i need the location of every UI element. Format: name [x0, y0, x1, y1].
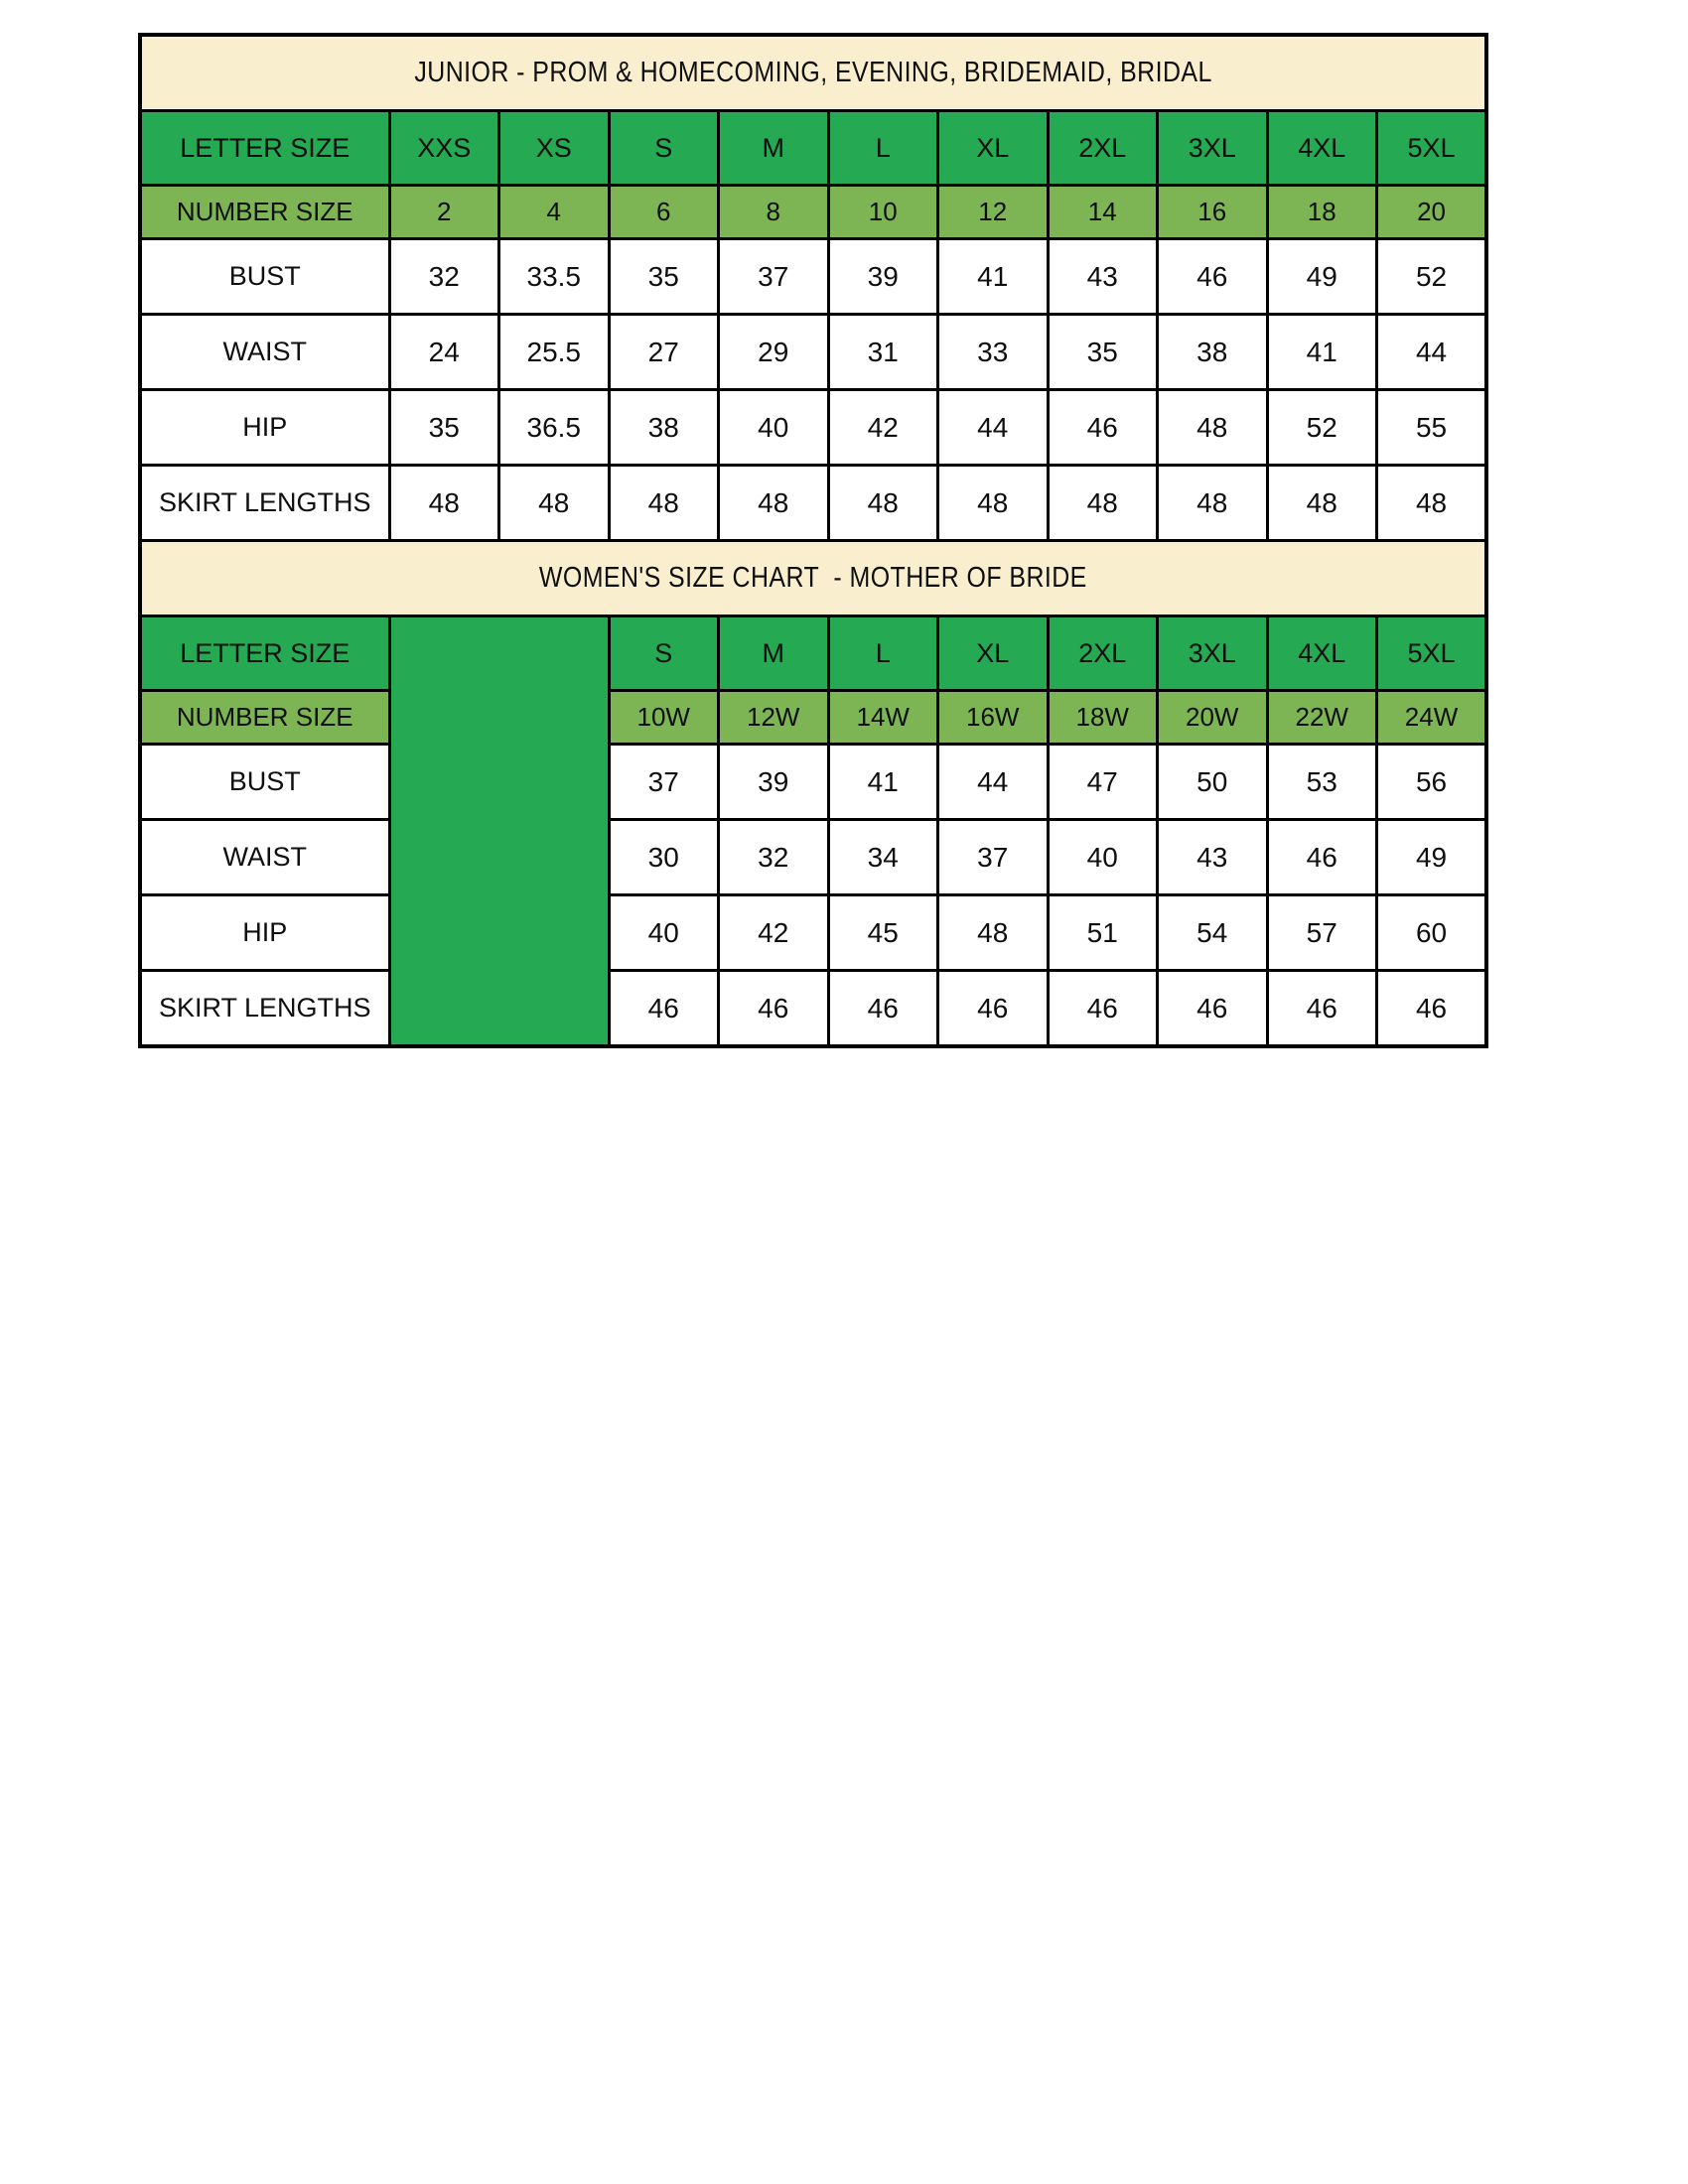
measurement-value-cell-text: 42: [867, 411, 899, 443]
measurement-value-cell-text: 33.5: [526, 260, 581, 292]
measurement-value-cell-text: 41: [867, 765, 899, 797]
measurement-value-cell-text: 33: [977, 336, 1009, 367]
measurement-value-cell: [1377, 745, 1487, 820]
measurement-value-cell: [938, 820, 1049, 895]
measurement-value-cell-text: 46: [1306, 841, 1337, 873]
number-size-cell-text: 22W: [1295, 702, 1348, 732]
measurement-value-cell-text: 47: [1086, 765, 1118, 797]
measurement-row-label-text: SKIRT LENGTHS: [158, 993, 371, 1023]
number-size-label-text: NUMBER SIZE: [176, 702, 353, 732]
measurement-value-cell: [719, 745, 829, 820]
section-0-title-text: JUNIOR - PROM & HOMECOMING, EVENING, BRIDEMAID, BRIDAL: [414, 57, 1212, 88]
number-size-cell: [719, 186, 829, 239]
measurement-row: [140, 315, 1486, 390]
merged-empty-cell: [389, 616, 609, 1047]
number-size-cell-text: 20: [1417, 197, 1446, 226]
number-size-cell: [1267, 691, 1377, 745]
letter-size-cell: [1377, 616, 1487, 691]
measurement-value-cell-text: 57: [1306, 916, 1337, 948]
number-size-cell: [1377, 186, 1487, 239]
measurement-value-cell-text: 24: [428, 336, 460, 367]
number-size-cell: [1158, 186, 1268, 239]
measurement-row-label: [140, 895, 389, 971]
measurement-value-cell: [609, 745, 719, 820]
measurement-value-cell-text: 45: [867, 916, 899, 948]
measurement-row: [140, 895, 1486, 971]
letter-size-cell-text: L: [875, 132, 891, 163]
measurement-row-label: [140, 315, 389, 390]
letter-size-cell: [389, 111, 499, 186]
measurement-value-cell-text: 46: [758, 992, 789, 1024]
size-chart-table: [138, 33, 1488, 1048]
letter-size-cell: [828, 111, 938, 186]
letter-size-cell: [1267, 616, 1377, 691]
measurement-value-cell: [1267, 390, 1377, 466]
letter-size-cell-text: XL: [976, 132, 1010, 163]
measurement-value-cell: [1267, 895, 1377, 971]
number-size-cell-text: 10W: [636, 702, 690, 732]
measurement-value-cell: [609, 895, 719, 971]
letter-size-cell-text: 3XL: [1188, 637, 1236, 668]
measurement-value-cell: [389, 239, 499, 315]
measurement-value-cell-text: 27: [647, 336, 679, 367]
measurement-value-cell-text: 48: [977, 916, 1009, 948]
measurement-value-cell-text: 39: [758, 765, 789, 797]
measurement-value-cell-text: 41: [1306, 336, 1337, 367]
measurement-row-label-text: WAIST: [222, 337, 307, 366]
measurement-value-cell-text: 53: [1306, 765, 1337, 797]
measurement-value-cell: [938, 971, 1049, 1047]
measurement-value-cell-text: 54: [1196, 916, 1228, 948]
measurement-value-cell: [1377, 971, 1487, 1047]
measurement-value-cell: [1158, 745, 1268, 820]
measurement-row-label-text: SKIRT LENGTHS: [158, 487, 371, 517]
letter-size-cell-text: 5XL: [1407, 132, 1456, 163]
number-size-cell-text: 8: [766, 197, 780, 226]
measurement-value-cell: [938, 466, 1049, 541]
number-size-cell: [938, 186, 1049, 239]
letter-size-cell: [719, 111, 829, 186]
number-size-cell-text: 6: [656, 197, 671, 226]
number-size-cell: [1048, 691, 1158, 745]
measurement-value-cell-text: 30: [647, 841, 679, 873]
measurement-value-cell: [828, 239, 938, 315]
letter-size-cell: [1048, 111, 1158, 186]
measurement-row: [140, 820, 1486, 895]
measurement-value-cell-text: 49: [1306, 260, 1337, 292]
measurement-value-cell-text: 48: [1196, 486, 1228, 518]
measurement-value-cell: [609, 390, 719, 466]
letter-size-cell-text: 2XL: [1078, 637, 1127, 668]
measurement-value-cell-text: 48: [758, 486, 789, 518]
letter-size-cell-text: 4XL: [1298, 132, 1346, 163]
measurement-value-cell: [499, 390, 610, 466]
measurement-row-label-text: BUST: [228, 261, 301, 291]
measurement-value-cell-text: 46: [1196, 992, 1228, 1024]
measurement-value-cell-text: 52: [1306, 411, 1337, 443]
number-size-cell: [389, 186, 499, 239]
section-1-title-row: [140, 541, 1486, 616]
measurement-value-cell: [719, 820, 829, 895]
measurement-value-cell-text: 39: [867, 260, 899, 292]
letter-size-label-text: LETTER SIZE: [180, 637, 351, 668]
measurement-row-label-text: WAIST: [222, 842, 307, 872]
measurement-value-cell: [1267, 239, 1377, 315]
measurement-value-cell-text: 40: [647, 916, 679, 948]
measurement-value-cell-text: 49: [1415, 841, 1448, 873]
number-size-cell: [1267, 186, 1377, 239]
number-size-cell-text: 24W: [1404, 702, 1459, 732]
letter-size-label: [140, 616, 389, 691]
number-size-cell-text: 12W: [747, 702, 800, 732]
letter-size-cell-text: S: [654, 132, 673, 163]
measurement-value-cell-text: 50: [1196, 765, 1228, 797]
measurement-value-cell: [1158, 466, 1268, 541]
number-size-label: [140, 186, 389, 239]
measurement-value-cell-text: 44: [1415, 336, 1448, 367]
measurement-value-cell: [1267, 971, 1377, 1047]
measurement-value-cell: [1267, 315, 1377, 390]
section-0-title-row: [140, 35, 1486, 111]
measurement-value-cell-text: 48: [1086, 486, 1118, 518]
measurement-value-cell-text: 55: [1415, 411, 1448, 443]
measurement-value-cell-text: 37: [647, 765, 679, 797]
measurement-value-cell: [1267, 820, 1377, 895]
measurement-value-cell: [938, 390, 1049, 466]
measurement-value-cell-text: 34: [867, 841, 899, 873]
letter-size-label: [140, 111, 389, 186]
measurement-value-cell: [1267, 466, 1377, 541]
measurement-value-cell: [1377, 895, 1487, 971]
measurement-value-cell: [828, 315, 938, 390]
letter-size-cell: [1158, 111, 1268, 186]
measurement-value-cell: [499, 315, 610, 390]
measurement-value-cell: [1377, 390, 1487, 466]
number-size-label-text: NUMBER SIZE: [176, 197, 353, 226]
measurement-value-cell: [719, 315, 829, 390]
measurement-row-label: [140, 745, 389, 820]
measurement-value-cell-text: 48: [428, 486, 460, 518]
measurement-value-cell: [1377, 466, 1487, 541]
number-size-cell-text: 20W: [1186, 702, 1239, 732]
number-size-cell: [828, 691, 938, 745]
measurement-value-cell-text: 46: [977, 992, 1009, 1024]
measurement-value-cell: [938, 895, 1049, 971]
section-1-title-text: WOMEN'S SIZE CHART - MOTHER OF BRIDE: [539, 562, 1087, 594]
measurement-value-cell-text: 48: [647, 486, 679, 518]
measurement-value-cell: [828, 895, 938, 971]
letter-size-cell-text: S: [654, 637, 673, 668]
letter-size-cell-text: 3XL: [1188, 132, 1236, 163]
measurement-value-cell-text: 40: [1086, 841, 1118, 873]
letter-size-cell-text: M: [762, 132, 784, 163]
measurement-value-cell-text: 46: [867, 992, 899, 1024]
measurement-value-cell-text: 37: [977, 841, 1009, 873]
measurement-value-cell-text: 38: [647, 411, 679, 443]
number-size-cell: [499, 186, 610, 239]
measurement-value-cell: [609, 820, 719, 895]
measurement-value-cell: [1048, 820, 1158, 895]
measurement-row-label: [140, 971, 389, 1047]
letter-size-cell: [938, 111, 1049, 186]
measurement-value-cell: [1158, 390, 1268, 466]
measurement-value-cell-text: 29: [758, 336, 789, 367]
letter-size-cell: [499, 111, 610, 186]
measurement-row: [140, 971, 1486, 1047]
number-size-cell-text: 18: [1307, 197, 1336, 226]
number-size-cell-text: 12: [978, 197, 1008, 226]
measurement-value-cell: [1158, 971, 1268, 1047]
letter-size-cell: [1158, 616, 1268, 691]
measurement-value-cell: [828, 390, 938, 466]
measurement-value-cell: [389, 315, 499, 390]
measurement-value-cell: [1048, 390, 1158, 466]
letter-size-cell-text: XL: [976, 637, 1010, 668]
measurement-value-cell: [719, 466, 829, 541]
measurement-value-cell: [609, 239, 719, 315]
letter-size-cell-text: 5XL: [1407, 637, 1456, 668]
measurement-value-cell: [719, 239, 829, 315]
measurement-value-cell: [389, 466, 499, 541]
measurement-value-cell: [1048, 239, 1158, 315]
measurement-value-cell-text: 43: [1196, 841, 1228, 873]
measurement-value-cell-text: 46: [1086, 411, 1118, 443]
measurement-row-label: [140, 390, 389, 466]
letter-size-cell: [609, 616, 719, 691]
measurement-value-cell-text: 51: [1086, 916, 1118, 948]
letter-size-cell-text: M: [762, 637, 784, 668]
letter-size-cell: [1048, 616, 1158, 691]
number-size-cell-text: 14: [1087, 197, 1117, 226]
letter-size-cell-text: 2XL: [1078, 132, 1127, 163]
measurement-value-cell-text: 48: [977, 486, 1009, 518]
measurement-value-cell-text: 32: [428, 260, 460, 292]
measurement-value-cell: [389, 390, 499, 466]
number-size-cell: [828, 186, 938, 239]
measurement-value-cell: [609, 971, 719, 1047]
number-size-cell-text: 4: [546, 197, 561, 226]
measurement-value-cell-text: 56: [1415, 765, 1448, 797]
measurement-value-cell-text: 48: [538, 486, 570, 518]
measurement-row-label: [140, 466, 389, 541]
number-size-cell-text: 18W: [1075, 702, 1129, 732]
measurement-row: [140, 239, 1486, 315]
measurement-value-cell: [719, 390, 829, 466]
measurement-value-cell-text: 41: [977, 260, 1009, 292]
measurement-value-cell-text: 42: [758, 916, 789, 948]
measurement-value-cell-text: 32: [758, 841, 789, 873]
measurement-row: [140, 466, 1486, 541]
measurement-value-cell-text: 46: [1306, 992, 1337, 1024]
measurement-value-cell: [1158, 239, 1268, 315]
measurement-value-cell: [1048, 895, 1158, 971]
number-size-cell-text: 16W: [966, 702, 1020, 732]
measurement-value-cell: [828, 466, 938, 541]
measurement-value-cell-text: 52: [1415, 260, 1448, 292]
measurement-value-cell-text: 43: [1086, 260, 1118, 292]
measurement-value-cell: [499, 239, 610, 315]
measurement-value-cell-text: 48: [1306, 486, 1337, 518]
measurement-value-cell: [1267, 745, 1377, 820]
measurement-value-cell: [1377, 315, 1487, 390]
measurement-value-cell: [828, 820, 938, 895]
measurement-row: [140, 745, 1486, 820]
number-size-cell-text: 14W: [856, 702, 910, 732]
measurement-value-cell-text: 37: [758, 260, 789, 292]
measurement-value-cell: [1377, 239, 1487, 315]
number-size-cell-text: 2: [437, 197, 452, 226]
section-0-letter-size-row: [140, 111, 1486, 186]
measurement-value-cell-text: 44: [977, 765, 1009, 797]
measurement-value-cell: [938, 315, 1049, 390]
measurement-value-cell-text: 48: [1415, 486, 1448, 518]
measurement-value-cell: [1048, 466, 1158, 541]
measurement-value-cell: [1158, 315, 1268, 390]
measurement-value-cell-text: 35: [647, 260, 679, 292]
number-size-cell: [719, 691, 829, 745]
measurement-value-cell-text: 48: [1196, 411, 1228, 443]
measurement-value-cell: [1158, 895, 1268, 971]
number-size-cell: [1158, 691, 1268, 745]
measurement-value-cell-text: 35: [1086, 336, 1118, 367]
measurement-value-cell-text: 46: [1086, 992, 1118, 1024]
number-size-label: [140, 691, 389, 745]
measurement-value-cell-text: 36.5: [526, 411, 581, 443]
measurement-value-cell: [499, 466, 610, 541]
measurement-value-cell: [1048, 745, 1158, 820]
measurement-value-cell-text: 48: [867, 486, 899, 518]
letter-size-cell: [1267, 111, 1377, 186]
measurement-value-cell: [1158, 820, 1268, 895]
letter-size-cell-text: XXS: [417, 132, 472, 163]
measurement-value-cell-text: 35: [428, 411, 460, 443]
measurement-value-cell-text: 31: [867, 336, 899, 367]
measurement-value-cell: [609, 466, 719, 541]
measurement-value-cell-text: 46: [647, 992, 679, 1024]
number-size-cell: [609, 691, 719, 745]
number-size-cell: [1048, 186, 1158, 239]
measurement-row-label-text: HIP: [242, 917, 288, 947]
letter-size-cell: [828, 616, 938, 691]
letter-size-cell-text: L: [875, 637, 891, 668]
measurement-row-label-text: BUST: [228, 766, 301, 796]
measurement-value-cell: [828, 971, 938, 1047]
measurement-value-cell: [1377, 820, 1487, 895]
measurement-value-cell-text: 44: [977, 411, 1009, 443]
letter-size-cell: [609, 111, 719, 186]
measurement-value-cell-text: 46: [1196, 260, 1228, 292]
measurement-value-cell: [938, 239, 1049, 315]
letter-size-label-text: LETTER SIZE: [180, 132, 351, 163]
measurement-row: [140, 390, 1486, 466]
number-size-cell: [1377, 691, 1487, 745]
section-1-letter-size-row: [140, 616, 1486, 691]
measurement-value-cell-text: 60: [1415, 916, 1448, 948]
section-0-title: [140, 35, 1486, 111]
number-size-cell-text: 10: [868, 197, 898, 226]
measurement-row-label: [140, 239, 389, 315]
number-size-cell: [938, 691, 1049, 745]
measurement-value-cell: [828, 745, 938, 820]
letter-size-cell: [719, 616, 829, 691]
measurement-value-cell-text: 46: [1415, 992, 1448, 1024]
measurement-value-cell: [938, 745, 1049, 820]
measurement-value-cell: [1048, 315, 1158, 390]
measurement-value-cell-text: 25.5: [526, 336, 581, 367]
measurement-value-cell: [719, 971, 829, 1047]
measurement-value-cell: [1048, 971, 1158, 1047]
letter-size-cell: [938, 616, 1049, 691]
letter-size-cell: [1377, 111, 1487, 186]
measurement-value-cell-text: 40: [758, 411, 789, 443]
measurement-row-label-text: HIP: [242, 412, 288, 442]
measurement-value-cell: [719, 895, 829, 971]
section-1-number-size-row: [140, 691, 1486, 745]
measurement-row-label: [140, 820, 389, 895]
section-1-title: [140, 541, 1486, 616]
measurement-value-cell-text: 38: [1196, 336, 1228, 367]
measurement-value-cell: [609, 315, 719, 390]
number-size-cell: [609, 186, 719, 239]
letter-size-cell-text: XS: [535, 132, 572, 163]
number-size-cell-text: 16: [1197, 197, 1227, 226]
letter-size-cell-text: 4XL: [1298, 637, 1346, 668]
section-0-number-size-row: [140, 186, 1486, 239]
